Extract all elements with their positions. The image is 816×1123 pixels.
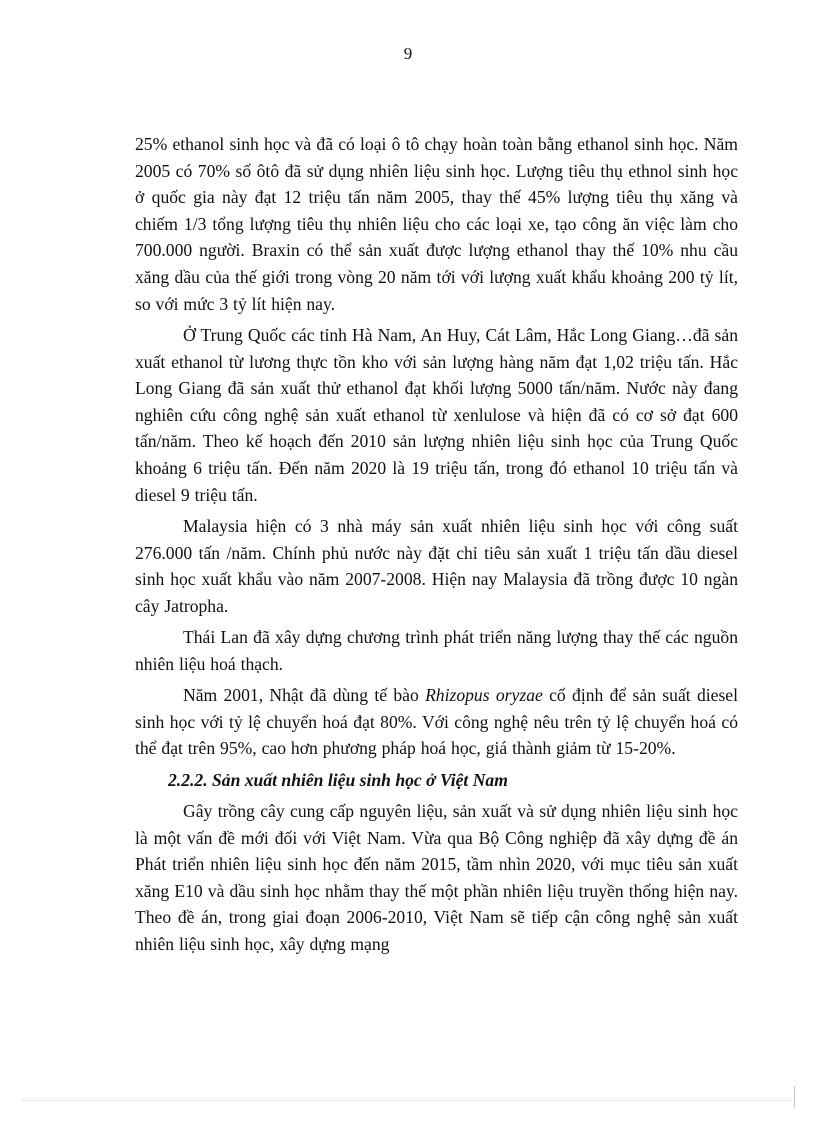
paragraph-china: Ở Trung Quốc các tỉnh Hà Nam, An Huy, Cát Lâm, Hắc Long Giang…đã sản xuất ethanol từ lương thực tồn kho với sản lượng hàng năm đạt 1,02 triệu tấn. Hắc Long Giang đã sản xuất thử ethanol đạt khối lượng 5000 tấn/năm. Nước này đang nghiên cứu công nghệ sản xuất ethanol từ xenlulose và hiện đã có cơ sở đạt 600 tấn/năm. Theo kế hoạch đến 2010 sản lượng nhiên liệu sinh học của Trung Quốc khoảng 6 triệu tấn. Đến năm 2020 là 19 triệu tấn, trong đó ethanol 10 triệu tấn và diesel 9 triệu tấn. (135, 324, 738, 505)
species-name: Rhizopus oryzae (425, 685, 543, 706)
paragraph-vietnam: Gây trồng cây cung cấp nguyên liệu, sản xuất và sử dụng nhiên liệu sinh học là một vấn đề mới đối với Việt Nam. Vừa qua Bộ Công nghiệp đã xây dựng đề án Phát triển nhiên liệu sinh học đến năm 2015, tầm nhìn 2020, với mục tiêu sản xuất xăng E10 và dầu sinh học nhằm thay thế một phần nhiên liệu truyền thống hiện nay. Theo đề án, trong giai đoạn 2006-2010, Việt Nam sẽ tiếp cận công nghệ sản xuất nhiên liệu sinh học, xây dựng mạng (135, 801, 738, 954)
paragraph-japan-start: Năm 2001, Nhật đã dùng tế bào (183, 685, 426, 706)
page-corner-marker (794, 1086, 795, 1108)
paragraph-japan-end: cố định để sản suất diesel sinh học với tỷ lệ chuyển hoá đạt 80%. Với công nghệ nêu trên tỷ lệ chuyển hoá có thể đạt trên 95%, cao hơn phương pháp hoá học, giá thành giảm từ 15-20%. (135, 685, 738, 759)
page-bottom-divider (22, 1100, 794, 1101)
page-number: 9 (403, 44, 413, 63)
section-heading: 2.2.2. Sản xuất nhiên liệu sinh học ở Việt Nam (168, 769, 508, 790)
document-body (135, 131, 738, 958)
paragraph-brazil: 25% ethanol sinh học và đã có loại ô tô chạy hoàn toàn bằng ethanol sinh học. Năm 2005 có 70% số ôtô đã sử dụng nhiên liệu sinh học. Lượng tiêu thụ ethnol sinh học ở quốc gia này đạt 12 triệu tấn năm 2005, thay thế 45% lượng tiêu thụ xăng và chiếm 1/3 tổng lượng tiêu thụ nhiên liệu cho các loại xe, tạo công ăn việc làm cho 700.000 người. Braxin có thể sản xuất được lượng ethanol thay thế 10% nhu cầu xăng dầu của thế giới trong vòng 20 năm tới với lượng xuất khẩu khoảng 200 tỷ lít, so với mức 3 tỷ lít hiện nay. (135, 134, 738, 314)
paragraph-malaysia: Malaysia hiện có 3 nhà máy sản xuất nhiên liệu sinh học với công suất 276.000 tấn /năm. Chính phủ nước này đặt chỉ tiêu sản xuất 1 triệu tấn dầu diesel sinh học xuất khẩu vào năm 2007-2008. Hiện nay Malaysia đã trồng được 10 ngàn cây Jatropha. (135, 515, 738, 616)
paragraph-japan (135, 682, 738, 762)
paragraph-thailand: Thái Lan đã xây dựng chương trình phát triển năng lượng thay thế các nguồn nhiên liệu hoá thạch. (135, 627, 738, 674)
